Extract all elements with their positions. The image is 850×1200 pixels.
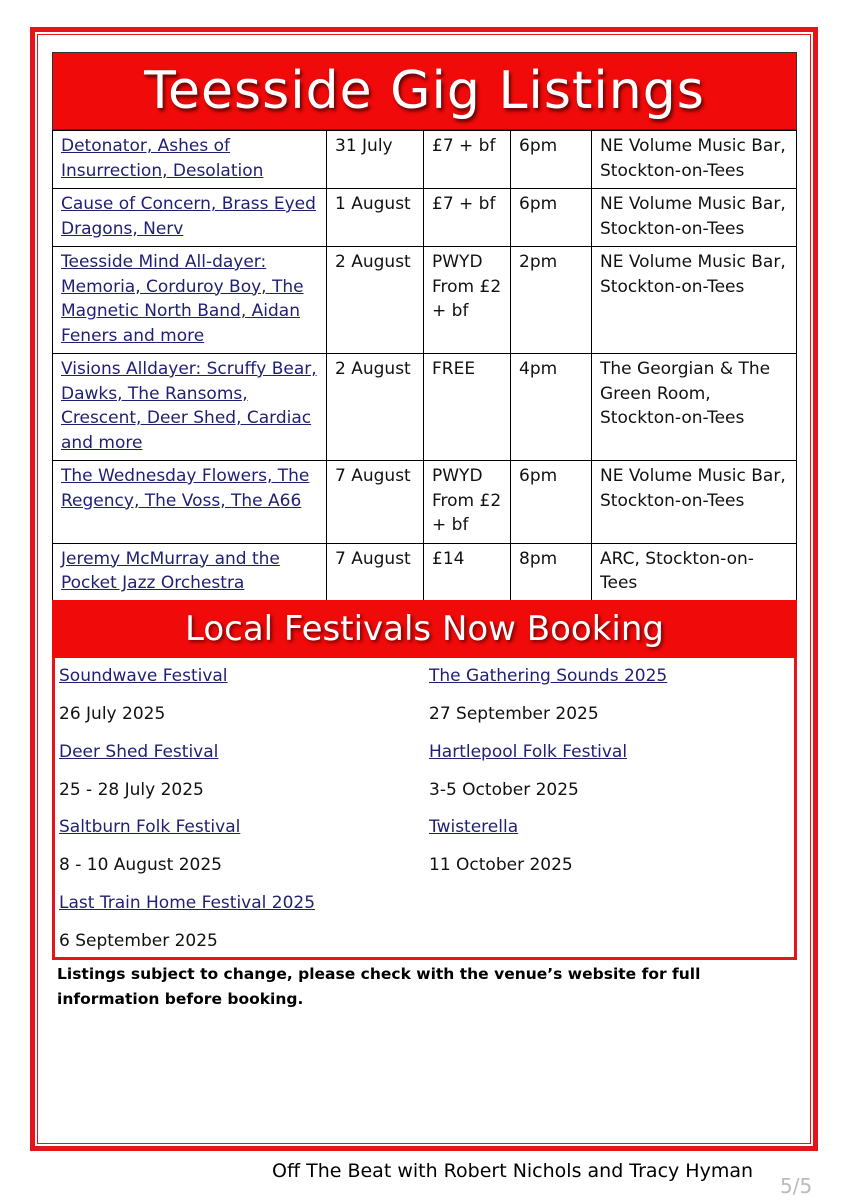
gig-acts-link[interactable]: Cause of Concern, Brass Eyed Dragons, Nerv xyxy=(61,194,316,239)
festival-link[interactable]: Twisterella xyxy=(429,817,519,837)
festivals-header xyxy=(52,600,797,658)
festival-link[interactable]: Soundwave Festival xyxy=(59,666,228,686)
table-row xyxy=(53,461,797,544)
festival-date: 27 September 2025 xyxy=(429,704,599,724)
gig-acts-link[interactable]: Teesside Mind All-dayer: Memoria, Corduroy Boy, The Magnetic North Band, Aidan Feners and more xyxy=(61,252,304,346)
gig-price: £7 + bf xyxy=(424,131,511,189)
table-row xyxy=(53,543,797,601)
festival-link[interactable]: Last Train Home Festival 2025 xyxy=(59,892,316,913)
table-row xyxy=(53,131,797,189)
gig-time: 6pm xyxy=(511,131,592,189)
page-title: Teesside Gig Listings xyxy=(144,61,705,121)
gig-venue: ARC, Stockton-on-Tees xyxy=(592,543,797,601)
gig-date: 2 August xyxy=(327,354,424,461)
gig-date: 2 August xyxy=(327,247,424,354)
gig-time: 6pm xyxy=(511,461,592,544)
gig-time: 8pm xyxy=(511,543,592,601)
gig-time: 4pm xyxy=(511,354,592,461)
gig-venue: The Georgian & The Green Room, Stockton-on-Tees xyxy=(592,354,797,461)
table-row xyxy=(53,247,797,354)
gig-acts-link[interactable]: Jeremy McMurray and the Pocket Jazz Orchestra xyxy=(61,548,280,593)
gig-venue: NE Volume Music Bar, Stockton-on-Tees xyxy=(592,461,797,544)
festival-date: 25 - 28 July 2025 xyxy=(59,779,204,800)
gig-acts-cell xyxy=(53,461,327,544)
gig-price: FREE xyxy=(424,354,511,461)
gig-time: 6pm xyxy=(511,189,592,247)
gig-venue: NE Volume Music Bar, Stockton-on-Tees xyxy=(592,131,797,189)
festival-date: 26 July 2025 xyxy=(59,704,166,724)
gig-date: 7 August xyxy=(327,461,424,544)
festivals-box xyxy=(52,658,797,960)
gig-acts-link[interactable]: Detonator, Ashes of Insurrection, Desolation xyxy=(61,136,264,181)
festival-link[interactable]: The Gathering Sounds 2025 xyxy=(429,666,668,686)
gig-date: 31 July xyxy=(327,131,424,189)
gig-acts-cell xyxy=(53,543,327,601)
gig-listings-header xyxy=(52,52,797,130)
festival-date: 11 October 2025 xyxy=(429,855,573,875)
gig-acts-cell xyxy=(53,354,327,461)
gig-price: PWYD From £2 + bf xyxy=(424,461,511,544)
footer-credit: Off The Beat with Robert Nichols and Tracy Hyman xyxy=(272,1160,754,1182)
gig-date: 1 August xyxy=(327,189,424,247)
page-number: 5/5 xyxy=(780,1174,813,1198)
festival-date: 6 September 2025 xyxy=(59,930,218,951)
gig-time: 2pm xyxy=(511,247,592,354)
gig-date: 7 August xyxy=(327,543,424,601)
festival-date: 3-5 October 2025 xyxy=(429,779,579,800)
gig-acts-link[interactable]: The Wednesday Flowers, The Regency, The Voss, The A66 xyxy=(61,466,310,511)
festival-date: 8 - 10 August 2025 xyxy=(59,855,222,875)
gig-venue: NE Volume Music Bar, Stockton-on-Tees xyxy=(592,189,797,247)
gig-acts-link[interactable]: Visions Alldayer: Scruffy Bear, Dawks, The Ransoms, Crescent, Deer Shed, Cardiac and more xyxy=(61,359,317,453)
festivals-title: Local Festivals Now Booking xyxy=(184,609,664,649)
gig-price: £14 xyxy=(424,543,511,601)
festival-link[interactable]: Hartlepool Folk Festival xyxy=(429,741,628,762)
gig-acts-cell xyxy=(53,189,327,247)
gig-acts-cell xyxy=(53,131,327,189)
gig-price: PWYD From £2 + bf xyxy=(424,247,511,354)
gig-listings-table xyxy=(52,130,797,602)
gig-venue: NE Volume Music Bar, Stockton-on-Tees xyxy=(592,247,797,354)
gig-acts-cell xyxy=(53,247,327,354)
festival-link[interactable]: Saltburn Folk Festival xyxy=(59,817,241,837)
festival-link[interactable]: Deer Shed Festival xyxy=(59,741,219,762)
disclaimer-text: Listings subject to change, please check with the venue’s website for full information before booking. xyxy=(57,965,701,1008)
table-row xyxy=(53,354,797,461)
table-row xyxy=(53,189,797,247)
gig-price: £7 + bf xyxy=(424,189,511,247)
